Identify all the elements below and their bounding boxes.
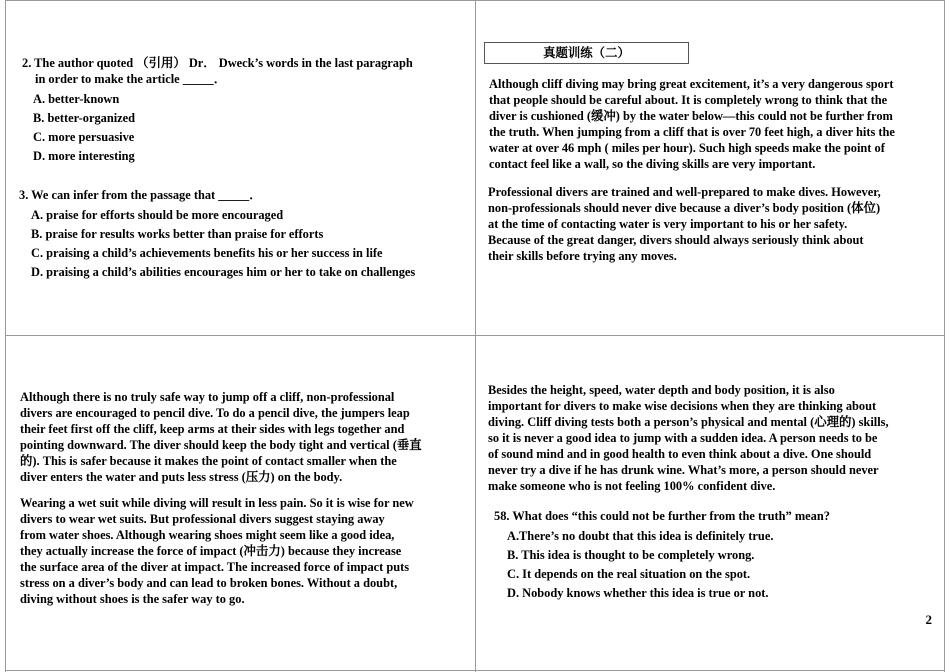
text-line: from water shoes. Although wearing shoes might seem like a good idea,: [20, 528, 395, 542]
passage-paragraph-4: [20, 495, 414, 607]
text-line: pointing downward. The diver should keep the body tight and vertical (垂直: [20, 438, 422, 452]
question-2-option-b: B. better-organized: [33, 111, 136, 125]
question-58-option-a: A.There’s no doubt that this idea is definitely true.: [507, 529, 774, 543]
text-line: diving without shoes is the safer way to go.: [20, 592, 245, 606]
text-line: the truth. When jumping from a cliff that is over 70 feet high, a diver hits the: [489, 125, 895, 139]
passage-paragraph-2: [488, 184, 881, 264]
text-line: contact feel like a wall, so the diving skills are very important.: [489, 157, 816, 171]
question-3-option-b: B. praise for results works better than praise for efforts: [31, 227, 324, 241]
text-line: water at over 46 mph ( miles per hour). Such high speeds make the point of: [489, 141, 885, 155]
question-58-option-b: B. This idea is thought to be completely wrong.: [507, 548, 755, 562]
question-2-stem-line1: 2. The author quoted （引用） Dr． Dweck’s words in the last paragraph: [22, 56, 413, 70]
question-58-option-c: C. It depends on the real situation on the spot.: [507, 567, 751, 581]
question-58-stem: 58. What does “this could not be further from the truth” mean?: [494, 509, 830, 523]
text-line: that people should be careful about. It is completely wrong to think that the: [489, 93, 888, 107]
question-3-stem: 3. We can infer from the passage that _____．: [19, 188, 262, 202]
text-line: of sound mind and in good health to even think about a dive. One should: [488, 447, 872, 461]
page-number: 2: [925, 612, 932, 627]
question-2-stem-line2: in order to make the article _____．: [35, 72, 227, 86]
text-line: Because of the great danger, divers should always seriously think about: [488, 233, 864, 247]
text-line: non-professionals should never dive because a diver’s body position (体位): [488, 201, 881, 215]
question-3-option-a: A. praise for efforts should be more encouraged: [31, 208, 284, 222]
question-2-option-a: A. better-known: [33, 92, 120, 106]
text-line: so it is never a good idea to jump with a sudden idea. A person needs to be: [488, 431, 878, 445]
text-line: at the time of contacting water is very important to his or her safety.: [488, 217, 848, 231]
question-2-option-c: C. more persuasive: [33, 130, 135, 144]
border-left: [5, 0, 6, 672]
text-line: stress on a diver’s body and can lead to broken bones. Without a doubt,: [20, 576, 398, 590]
passage-paragraph-1: [489, 76, 895, 172]
question-58-option-d: D. Nobody knows whether this idea is true or not.: [507, 586, 769, 600]
border-center-vertical: [475, 0, 476, 672]
question-3-option-c: C. praising a child’s achievements benefits his or her success in life: [31, 246, 383, 260]
passage-paragraph-5: [488, 382, 889, 494]
passage-paragraph-3: [20, 389, 422, 485]
border-right: [944, 0, 945, 672]
text-line: divers to wear wet suits. But professional divers suggest staying away: [20, 512, 385, 526]
text-line: important for divers to make wise decisions when they are thinking about: [488, 399, 877, 413]
text-line: they actually increase the force of impact (冲击力) because they increase: [20, 544, 402, 558]
text-line: Although there is no truly safe way to jump off a cliff, non-professional: [20, 390, 395, 404]
text-line: diving. Cliff diving tests both a person’s physical and mental (心理的) skills,: [488, 415, 889, 429]
text-line: divers are encouraged to pencil dive. To do a pencil dive, the jumpers leap: [20, 406, 410, 420]
question-3-option-d: D. praising a child’s abilities encourages him or her to take on challenges: [31, 265, 416, 279]
border-center-horizontal: [5, 335, 945, 336]
text-line: Professional divers are trained and well-prepared to make dives. However,: [488, 185, 881, 199]
text-line: Wearing a wet suit while diving will result in less pain. So it is wise for new: [20, 496, 414, 510]
section-title: 真题训练（二）: [484, 42, 689, 64]
text-line: Besides the height, speed, water depth and body position, it is also: [488, 383, 835, 397]
question-2-option-d: D. more interesting: [33, 149, 135, 163]
text-line: the surface area of the diver at impact. The increased force of impact puts: [20, 560, 410, 574]
text-line: make someone who is not feeling 100% confident dive.: [488, 479, 776, 493]
text-line: diver enters the water and puts less stress (压力) on the body.: [20, 470, 343, 484]
text-line: diver is cushioned (缓冲) by the water below—this could not be further from: [489, 109, 893, 123]
text-line: Although cliff diving may bring great excitement, it’s a very dangerous sport: [489, 77, 894, 91]
text-line: 的). This is safer because it makes the point of contact smaller when the: [20, 454, 397, 468]
text-line: never try a dive if he has drunk wine. What’s more, a person should never: [488, 463, 879, 477]
text-line: their skills before trying any moves.: [488, 249, 677, 263]
text-line: their feet first off the cliff, keep arms at their sides with legs together and: [20, 422, 405, 436]
